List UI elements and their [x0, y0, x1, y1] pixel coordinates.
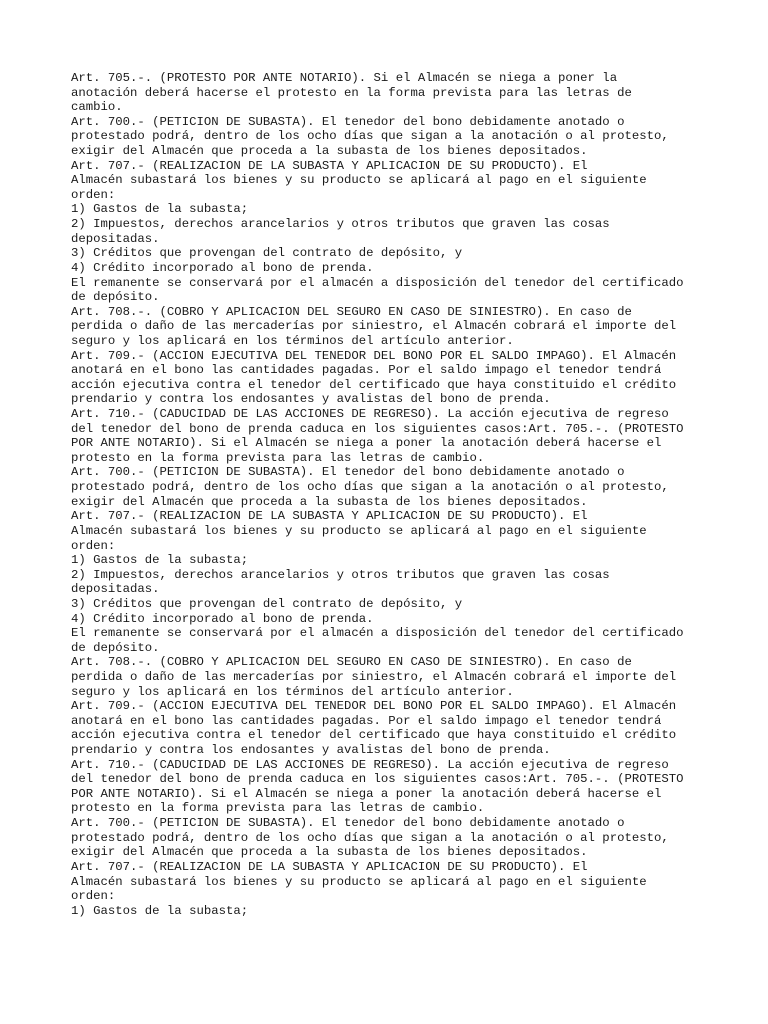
document-line: depositadas. [71, 582, 160, 597]
document-line: Art. 708.-. (COBRO Y APLICACION DEL SEGURO EN CASO DE SINIESTRO). En caso de [71, 304, 632, 319]
document-line: Art. 709.- (ACCION EJECUTIVA DEL TENEDOR DEL BONO POR EL SALDO IMPAGO). El Almacén [71, 348, 677, 363]
document-line: protestado podrá, dentro de los ocho días que sigan a la anotación o al protesto, [71, 480, 669, 495]
document-line: de depósito. [71, 290, 160, 305]
document-line: 2) Impuestos, derechos arancelarios y otros tributos que graven las cosas [71, 217, 610, 232]
document-line: Art. 700.- (PETICION DE SUBASTA). El tenedor del bono debidamente anotado o [71, 465, 625, 480]
document-line: El remanente se conservará por el almacén a disposición del tenedor del certificado [71, 275, 684, 290]
document-line: Art. 708.-. (COBRO Y APLICACION DEL SEGURO EN CASO DE SINIESTRO). En caso de [71, 655, 632, 670]
document-line: Almacén subastará los bienes y su producto se aplicará al pago en el siguiente [71, 173, 647, 188]
document-line: protesto en la forma prevista para las letras de cambio. [71, 450, 485, 465]
document-line: 3) Créditos que provengan del contrato de depósito, y [71, 246, 463, 261]
document-line: Art. 707.- (REALIZACION DE LA SUBASTA Y APLICACION DE SU PRODUCTO). El [71, 509, 588, 524]
document-line: perdida o daño de las mercaderías por siniestro, el Almacén cobrará el importe del [71, 669, 677, 684]
document-line: de depósito. [71, 640, 160, 655]
document-line: Art. 707.- (REALIZACION DE LA SUBASTA Y APLICACION DE SU PRODUCTO). El [71, 859, 588, 874]
document-line: Art. 710.- (CADUCIDAD DE LAS ACCIONES DE REGRESO). La acción ejecutiva de regreso [71, 757, 669, 772]
document-line: Art. 710.- (CADUCIDAD DE LAS ACCIONES DE REGRESO). La acción ejecutiva de regreso [71, 407, 669, 422]
document-line: 4) Crédito incorporado al bono de prenda. [71, 260, 374, 275]
document-line: 1) Gastos de la subasta; [71, 202, 249, 217]
document-line: seguro y los aplicará en los términos del artículo anterior. [71, 333, 514, 348]
document-line: protestado podrá, dentro de los ocho días que sigan a la anotación o al protesto, [71, 830, 669, 845]
document-line: Art. 700.- (PETICION DE SUBASTA). El tenedor del bono debidamente anotado o [71, 114, 625, 129]
document-line: exigir del Almacén que proceda a la subasta de los bienes depositados. [71, 144, 588, 159]
document-line: prendario y contra los endosantes y avalistas del bono de prenda. [71, 392, 551, 407]
document-line: orden: [71, 187, 116, 202]
document-line: del tenedor del bono de prenda caduca en los siguientes casos:Art. 705.-. (PROTESTO [71, 421, 684, 436]
document-line: prendario y contra los endosantes y avalistas del bono de prenda. [71, 743, 551, 758]
document-line: Art. 700.- (PETICION DE SUBASTA). El tenedor del bono debidamente anotado o [71, 816, 625, 831]
document-line: orden: [71, 538, 116, 553]
document-line: perdida o daño de las mercaderías por siniestro, el Almacén cobrará el importe del [71, 319, 677, 334]
document-line: anotación deberá hacerse el protesto en la forma prevista para las letras de [71, 85, 632, 100]
document-line: 2) Impuestos, derechos arancelarios y otros tributos que graven las cosas [71, 567, 610, 582]
document-line: seguro y los aplicará en los términos del artículo anterior. [71, 684, 514, 699]
document-line: POR ANTE NOTARIO). Si el Almacén se niega a poner la anotación deberá hacerse el [71, 436, 662, 451]
document-line: Almacén subastará los bienes y su producto se aplicará al pago en el siguiente [71, 874, 647, 889]
document-line: 4) Crédito incorporado al bono de prenda. [71, 611, 374, 626]
document-line: Almacén subastará los bienes y su producto se aplicará al pago en el siguiente [71, 523, 647, 538]
document-line: exigir del Almacén que proceda a la subasta de los bienes depositados. [71, 845, 588, 860]
document-line: Art. 705.-. (PROTESTO POR ANTE NOTARIO). Si el Almacén se niega a poner la [71, 71, 618, 85]
document-line: anotará en el bono las cantidades pagadas. Por el saldo impago el tenedor tendrá [71, 363, 662, 378]
document-line: protesto en la forma prevista para las letras de cambio. [71, 801, 485, 816]
document-line: 3) Créditos que provengan del contrato de depósito, y [71, 596, 463, 611]
document-line: orden: [71, 889, 116, 904]
document-line: El remanente se conservará por el almacén a disposición del tenedor del certificado [71, 626, 684, 641]
document-body [71, 71, 731, 918]
document-line: del tenedor del bono de prenda caduca en los siguientes casos:Art. 705.-. (PROTESTO [71, 772, 684, 787]
document-line: cambio. [71, 100, 123, 115]
document-line: anotará en el bono las cantidades pagadas. Por el saldo impago el tenedor tendrá [71, 713, 662, 728]
document-line: Art. 707.- (REALIZACION DE LA SUBASTA Y APLICACION DE SU PRODUCTO). El [71, 158, 588, 173]
document-line: 1) Gastos de la subasta; [71, 903, 249, 918]
document-line: exigir del Almacén que proceda a la subasta de los bienes depositados. [71, 494, 588, 509]
document-line: protestado podrá, dentro de los ocho días que sigan a la anotación o al protesto, [71, 129, 669, 144]
document-line: 1) Gastos de la subasta; [71, 553, 249, 568]
document-line: Art. 709.- (ACCION EJECUTIVA DEL TENEDOR DEL BONO POR EL SALDO IMPAGO). El Almacén [71, 699, 677, 714]
document-line: acción ejecutiva contra el tenedor del certificado que haya constituido el crédito [71, 728, 677, 743]
document-line: depositadas. [71, 231, 160, 246]
document-line: acción ejecutiva contra el tenedor del certificado que haya constituido el crédito [71, 377, 677, 392]
document-line: POR ANTE NOTARIO). Si el Almacén se niega a poner la anotación deberá hacerse el [71, 786, 662, 801]
